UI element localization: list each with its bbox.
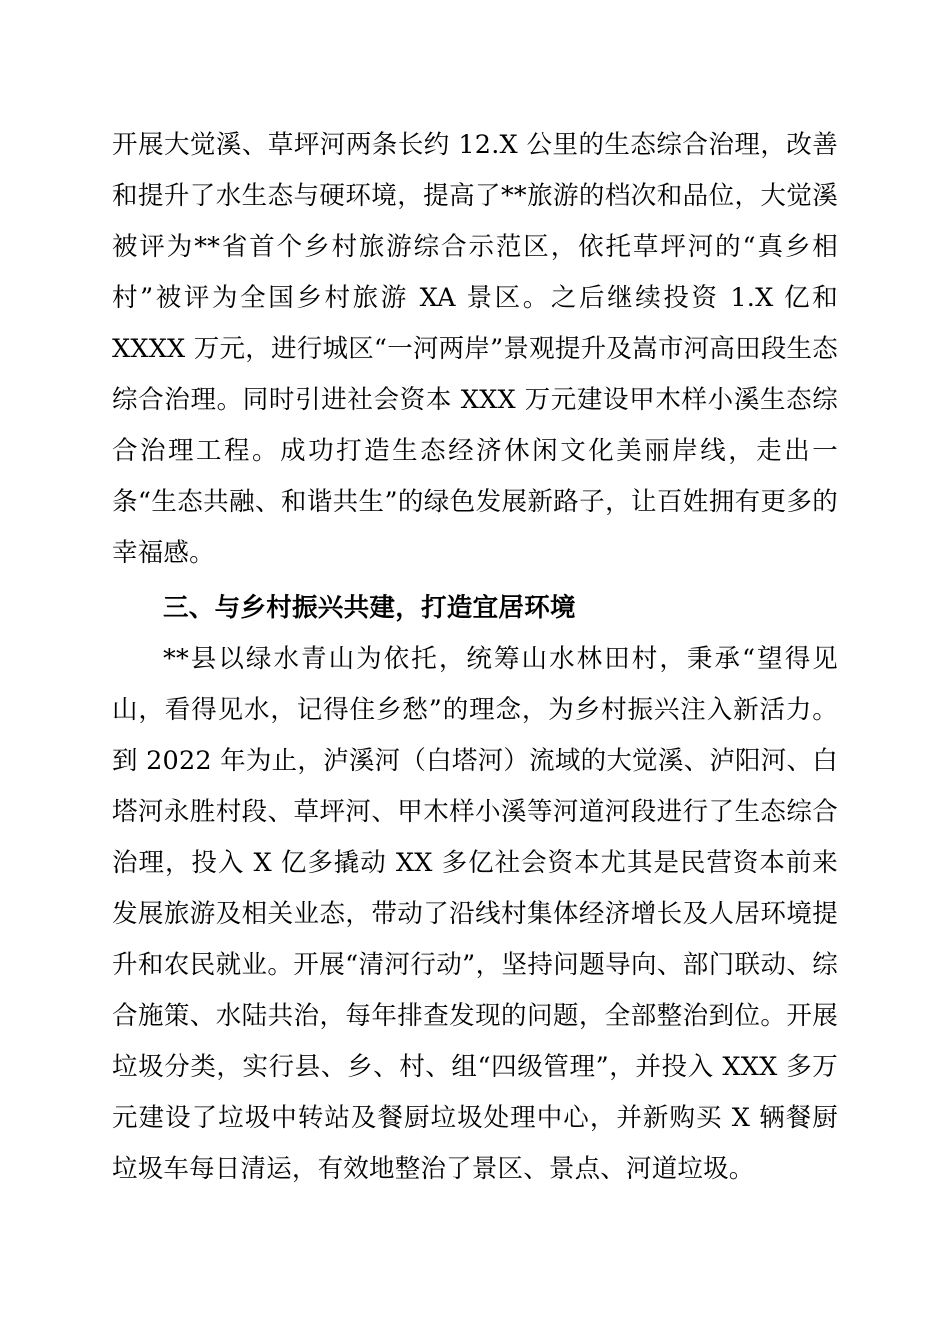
paragraph-2: **县以绿水青山为依托，统筹山水林田村，秉承“望得见山，看得见水，记得住乡愁”的理念，为乡村振兴注入新活力。到 2022 年为止，泸溪河（白塔河）流域的大觉溪、泸阳河、白塔河永胜村段、草坪河、甲木样小溪等河道河段进行了生态综合治理，投入 X 亿多撬动 XX 多亿社会资本尤其是民营资本前来发展旅游及相关业态，带动了沿线村集体经济增长及人居环境提升和农民就业。开展“清河行动”，坚持问题导向、部门联动、综合施策、水陆共治，每年排查发现的问题，全部整治到位。开展垃圾分类，实行县、乡、村、组“四级管理”，并投入 XXX 多万元建设了垃圾中转站及餐厨垃圾处理中心，并新购买 X 辆餐厨垃圾车每日清运，有效地整治了景区、景点、河道垃圾。 — [112, 644, 838, 1184]
section-heading-3: 三、与乡村振兴共建，打造宜居环境 — [163, 593, 576, 623]
paragraph-1: 开展大觉溪、草坪河两条长约 12.X 公里的生态综合治理，改善和提升了水生态与硬环境，提高了**旅游的档次和品位，大觉溪被评为**省首个乡村旅游综合示范区，依托草坪河的“真乡相村”被评为全国乡村旅游 XA 景区。之后继续投资 1.X 亿和XXXX 万元，进行城区“一河两岸”景观提升及嵩市河高田段生态综合治理。同时引进社会资本 XXX 万元建设甲木样小溪生态综合治理工程。成功打造生态经济休闲文化美丽岸线，走出一条“生态共融、和谐共生”的绿色发展新路子，让百姓拥有更多的幸福感。 — [112, 130, 838, 568]
document-body — [112, 120, 838, 1195]
